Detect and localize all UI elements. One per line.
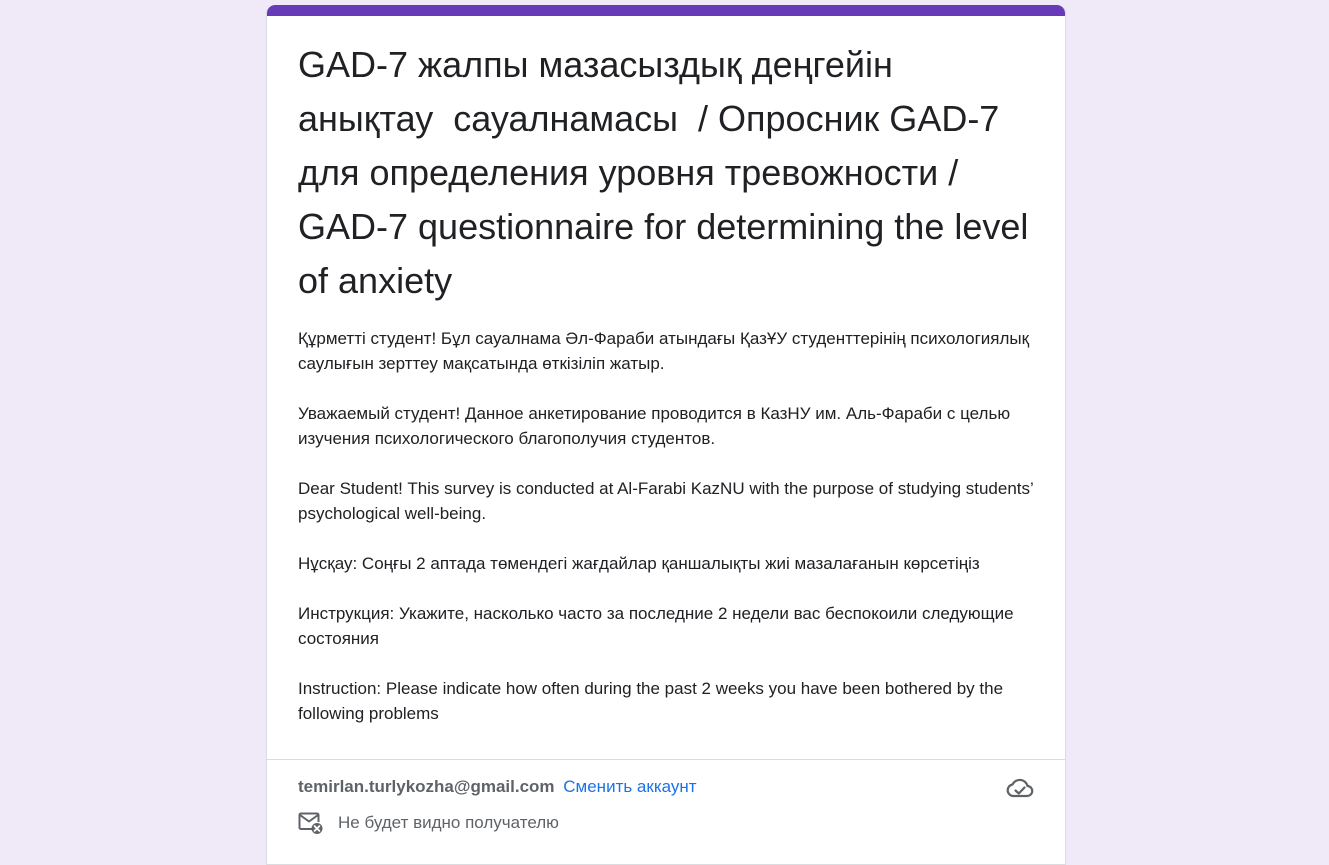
account-email: temirlan.turlykozha@gmail.com bbox=[298, 777, 555, 796]
instruction-paragraph-kk: Нұсқау: Соңғы 2 аптада төмендегі жағдайлар қаншалықты жиі мазалағанын көрсетіңіз bbox=[298, 554, 980, 573]
account-row bbox=[298, 776, 697, 798]
instruction-paragraph-ru: Инструкция: Укажите, насколько часто за последние 2 недели вас беспокоили следующие состояния bbox=[298, 604, 1014, 648]
description-paragraph-ru: Уважаемый студент! Данное анкетирование проводится в КазНУ им. Аль-Фараби с целью изучения психологического благополучия студентов. bbox=[298, 404, 1011, 448]
notice-text: Не будет видно получателю bbox=[338, 813, 559, 832]
form-description bbox=[298, 326, 1034, 726]
cloud-done-icon[interactable] bbox=[1005, 775, 1035, 801]
form-header bbox=[267, 16, 1065, 726]
form-header-card bbox=[266, 5, 1066, 865]
divider bbox=[267, 759, 1065, 760]
instruction-paragraph-en: Instruction: Please indicate how often during the past 2 weeks you have been bothered by the following problems bbox=[298, 679, 1004, 723]
accent-bar bbox=[267, 5, 1065, 16]
description-paragraph-kk: Құрметті студент! Бұл сауалнама Әл-Фараби атындағы ҚазҰУ студенттерінің психологиялық саулығын зерттеу мақсатында өткізіліп жатыр. bbox=[298, 329, 1030, 373]
visibility-notice bbox=[298, 811, 559, 835]
description-paragraph-en: Dear Student! This survey is conducted at Al-Farabi KazNU with the purpose of studying students’ psychological well-being. bbox=[298, 479, 1034, 523]
switch-account-link[interactable]: Сменить аккаунт bbox=[563, 777, 697, 796]
mail-off-icon bbox=[298, 811, 324, 835]
form-title: GAD-7 жалпы мазасыздық деңгейін анықтау сауалнамасы / Опросник GAD-7 для определения уровня тревожности / GAD-7 questionnaire for determining the level of anxiety bbox=[298, 44, 1039, 301]
